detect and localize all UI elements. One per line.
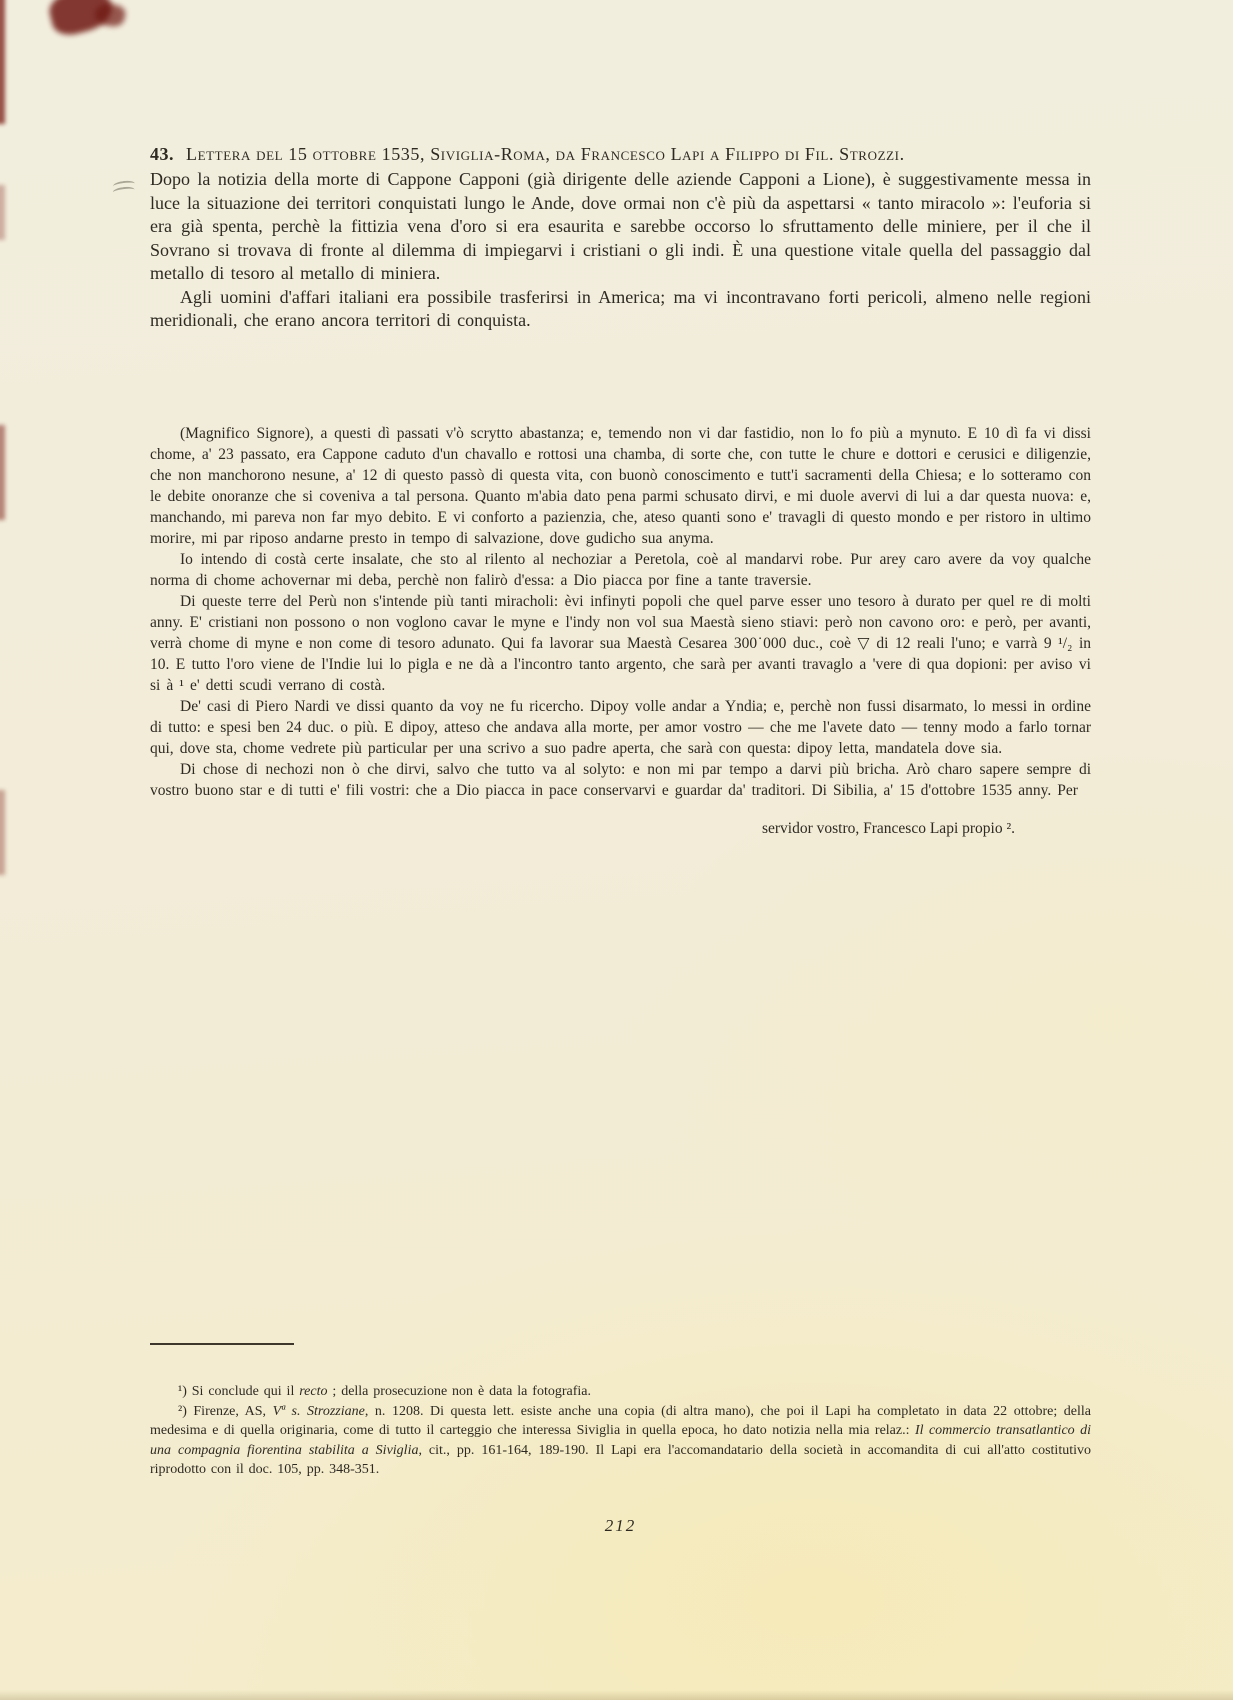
letter-paragraph-1: (Magnifico Signore), a questi dì passati v'ò scrytto abastanza; e, temendo non vi dar fastidio, non lo fo più a mynuto. E 10 dì fa vi dissi chome, a' 23 passato, era Cappone caduto d'un chavallo e rottosi una chamba, di sorte che, con tutte le chure e dottori e cerusici e diligenzie, che non manchorono nesune, a' 12 di questo passò di questa vita, con buonò conoscimento e tutt'i sacramenti della Chiesa; e lo sotteramo con le debite onoranze che si coveniva a tal persona. Quanto m'abia dato pena parmi schusato dirvi, e mi duole avervi di lui a dar questa nuova: e, manchando, mi pareva non far myo debito. E vi conforto a pazienzia, che, ateso quanti sono e' travagli di questo mondo e per ristoro in ultimo morire, mi par riposo andarne presto in tempo di salvazione, dove gudicho sua anyma. — [150, 424, 1091, 547]
binding-edge-mark — [0, 0, 5, 124]
pencil-mark — [113, 180, 136, 191]
intro-paragraph-1: Dopo la notizia della morte di Cappone Capponi (già dirigente delle aziende Capponi a Lione), è suggestivamente messa in luce la situazione dei territori conquistati lungo le Ande, dove ormai non c'è più da aspettarsi « tanto miracolo »: l'euforia si era già spenta, perchè la fittizia vena d'oro si era esaurita e sarebbe occorso lo sfruttamento delle miniere, per il che il Sovrano si trovava di fronte al dilemma di impiegarvi i cristiani o gli indi. È una questione vitale quella del passaggio dal metallo di tesoro al metallo di miniera. — [150, 169, 1091, 283]
footnote-rule — [150, 1343, 294, 1345]
letter-body — [150, 423, 1091, 839]
footnotes — [150, 1343, 1091, 1480]
intro-paragraph-2: Agli uomini d'affari italiani era possibile trasferirsi in America; ma vi incontravano forti pericoli, almeno nelle regioni meridionali, che erano ancora territori di conquista. — [150, 286, 1091, 330]
ink-stain-icon — [93, 2, 126, 29]
binding-edge-mark — [0, 790, 5, 875]
letter-paragraph-2: Io intendo di costà certe insalate, che sto al rilento al nechoziar a Peretola, coè al mandarvi robe. Pur arey caro avere da voy qualche norma di chome achovernar mi deba, perchè non falirò d'essa: a Dio piacca por fine a tante traversie. — [150, 550, 1091, 589]
letter-paragraph-5: Di chose di nechozi non ò che dirvi, salvo che tutto va al solyto: e non mi par tempo a darvi più bricha. Arò charo sapere sempre di vostro buono star e di tutti e' fili vostri: che a Dio piacca in pace conservarvi e guardar da' traditori. Di Sibilia, a' 15 d'ottobre 1535 anny. Per — [150, 760, 1091, 799]
footnote-1: ¹) Si conclude qui il recto ; della prosecuzione non è data la fotografia. — [178, 1384, 591, 1399]
page-number: 212 — [604, 1516, 637, 1535]
footnote-2: ²) Firenze, AS, Vª s. Strozziane, n. 1208. Di questa lett. esiste anche una copia (di altra mano), che poi il Lapi ha completato in data 22 ottobre; della medesima e di quella originaria, come di tutto il carteggio che interessa Siviglia in quella epoca, ho dato notizia nella mia relaz.: Il commercio transatlantico di una compagnia fiorentina stabilita a Siviglia, cit., pp. 161-164, 189-190. Il Lapi era l'accomandatario della società in accomandita di cui all'atto costitutivo riprodotto con il doc. 105, pp. 348-351. — [150, 1403, 1092, 1477]
binding-edge-mark — [0, 425, 5, 520]
binding-edge-mark — [0, 185, 5, 240]
entry-heading — [150, 143, 1091, 166]
entry-number: 43. — [150, 144, 174, 164]
letter-paragraph-4: De' casi di Piero Nardi ve dissi quanto da voy ne fu ricercho. Dipoy volle andar a Yndia; e, perchè non fussi disarmato, lo messi in ordine di tutto: e spesi ben 24 duc. o più. E dipoy, atteso che andava alla morte, per amor vostro — che me l'avete dato — tenny modo a farlo tornar qui, dove sta, chome vedrete più particular per una scrivo a suo padre aperta, che sarà con questa: dipoy letta, mandatela dove sia. — [150, 697, 1091, 757]
text-column — [150, 143, 1091, 839]
ink-stain-icon — [46, 0, 116, 39]
entry-title: Lettera del 15 ottobre 1535, Siviglia-Roma, da Francesco Lapi a Filippo di Fil. Strozzi. — [186, 144, 905, 164]
signature-line: servidor vostro, Francesco Lapi propio ². — [761, 819, 1015, 837]
letter-paragraph-3: Di queste terre del Perù non s'intende più tanti miracholi: èvi infinyti popoli che quel parve esser uno tesoro à durato per quel re di molti anny. E' cristiani non possono o non voglono cavar le myne e l'indy non vol sua Maestà sieno stiavi: però non cavono oro: e però, per avanti, verrà chome di myne e non come di tesoro adunato. Qui fa lavorar sua Maestà Cesarea 300˙000 duc., coè ▽ di 12 reali l'uno; e varrà 9 ¹/₂ in 10. E tutto l'oro viene de l'Indie lui lo pigla e ne dà a l'incontro tanto argento, che sarà per avanti travaglo a 'vere di qua dopioni: per aviso vi si à ¹ e' detti scudi verrano di costà. — [150, 592, 1091, 694]
